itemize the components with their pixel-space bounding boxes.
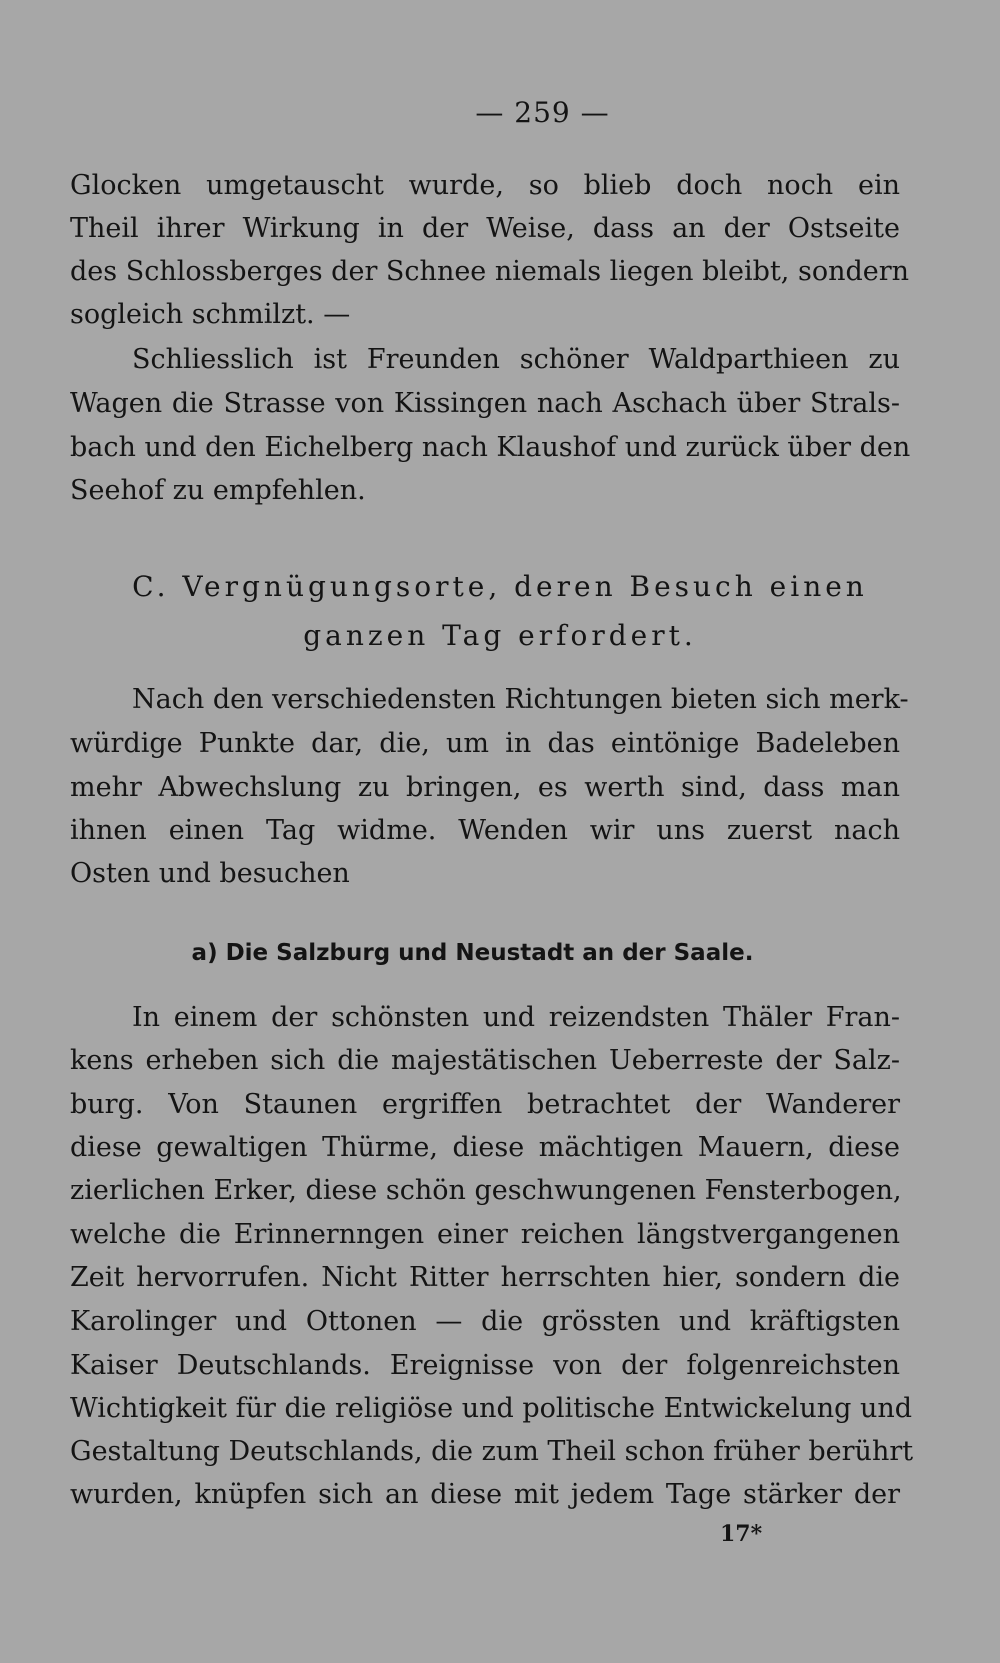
text-line: Wichtigkeit für die religiöse und politische Entwickelung und — [70, 1393, 913, 1424]
text-line: sogleich schmilzt. — — [70, 299, 351, 330]
text-line: welche die Erinnernngen einer reichen längstvergangenen — [70, 1219, 900, 1250]
text-line: mehr Abwechslung zu bringen, es werth sind, dass man — [70, 772, 900, 803]
section-heading-line1: C. Vergnügungsorte, deren Besuch einen — [132, 570, 868, 603]
text-line: Kaiser Deutschlands. Ereignisse von der folgenreichsten — [70, 1350, 900, 1381]
text-line: Osten und besuchen — [70, 858, 350, 889]
text-line: Theil ihrer Wirkung in der Weise, dass an der Ostseite — [70, 213, 900, 244]
text-line: In einem der schönsten und reizendsten Thäler Fran- — [132, 1002, 900, 1033]
text-line: wurden, knüpfen sich an diese mit jedem Tage stärker der — [70, 1479, 900, 1510]
text-line: diese gewaltigen Thürme, diese mächtigen Mauern, diese — [70, 1132, 900, 1163]
section-heading-line2: ganzen Tag erfordert. — [303, 619, 697, 652]
text-line: kens erheben sich die majestätischen Ueberreste der Salz- — [70, 1045, 900, 1076]
text-line: des Schlossberges der Schnee niemals liegen bleibt, sondern — [70, 256, 910, 287]
text-line: bach und den Eichelberg nach Klaushof und zurück über den — [70, 432, 911, 463]
text-line: Gestaltung Deutschlands, die zum Theil schon früher berührt — [70, 1436, 914, 1467]
text-line: Karolinger und Ottonen — die grössten und kräftigsten — [70, 1306, 900, 1337]
page-number: — 259 — — [475, 96, 610, 129]
text-line: Wagen die Strasse von Kissingen nach Aschach über Strals- — [70, 388, 900, 419]
text-line: würdige Punkte dar, die, um in das eintönige Badeleben — [70, 728, 900, 759]
text-line: burg. Von Staunen ergriffen betrachtet der Wanderer — [70, 1089, 900, 1120]
text-line: Seehof zu empfehlen. — [70, 475, 366, 506]
text-line: Glocken umgetauscht wurde, so blieb doch noch ein — [70, 170, 900, 201]
text-line: ihnen einen Tag widme. Wenden wir uns zuerst nach — [70, 815, 900, 846]
text-line: Zeit hervorrufen. Nicht Ritter herrschten hier, sondern die — [70, 1262, 900, 1293]
text-line: Nach den verschiedensten Richtungen bieten sich merk- — [132, 684, 909, 715]
text-line: Schliesslich ist Freunden schöner Waldparthieen zu — [132, 344, 900, 375]
text-line: zierlichen Erker, diese schön geschwungenen Fensterbogen, — [70, 1175, 902, 1206]
signature-mark: 17* — [720, 1521, 763, 1547]
subsection-heading: a) Die Salzburg und Neustadt an der Saale. — [191, 940, 754, 966]
